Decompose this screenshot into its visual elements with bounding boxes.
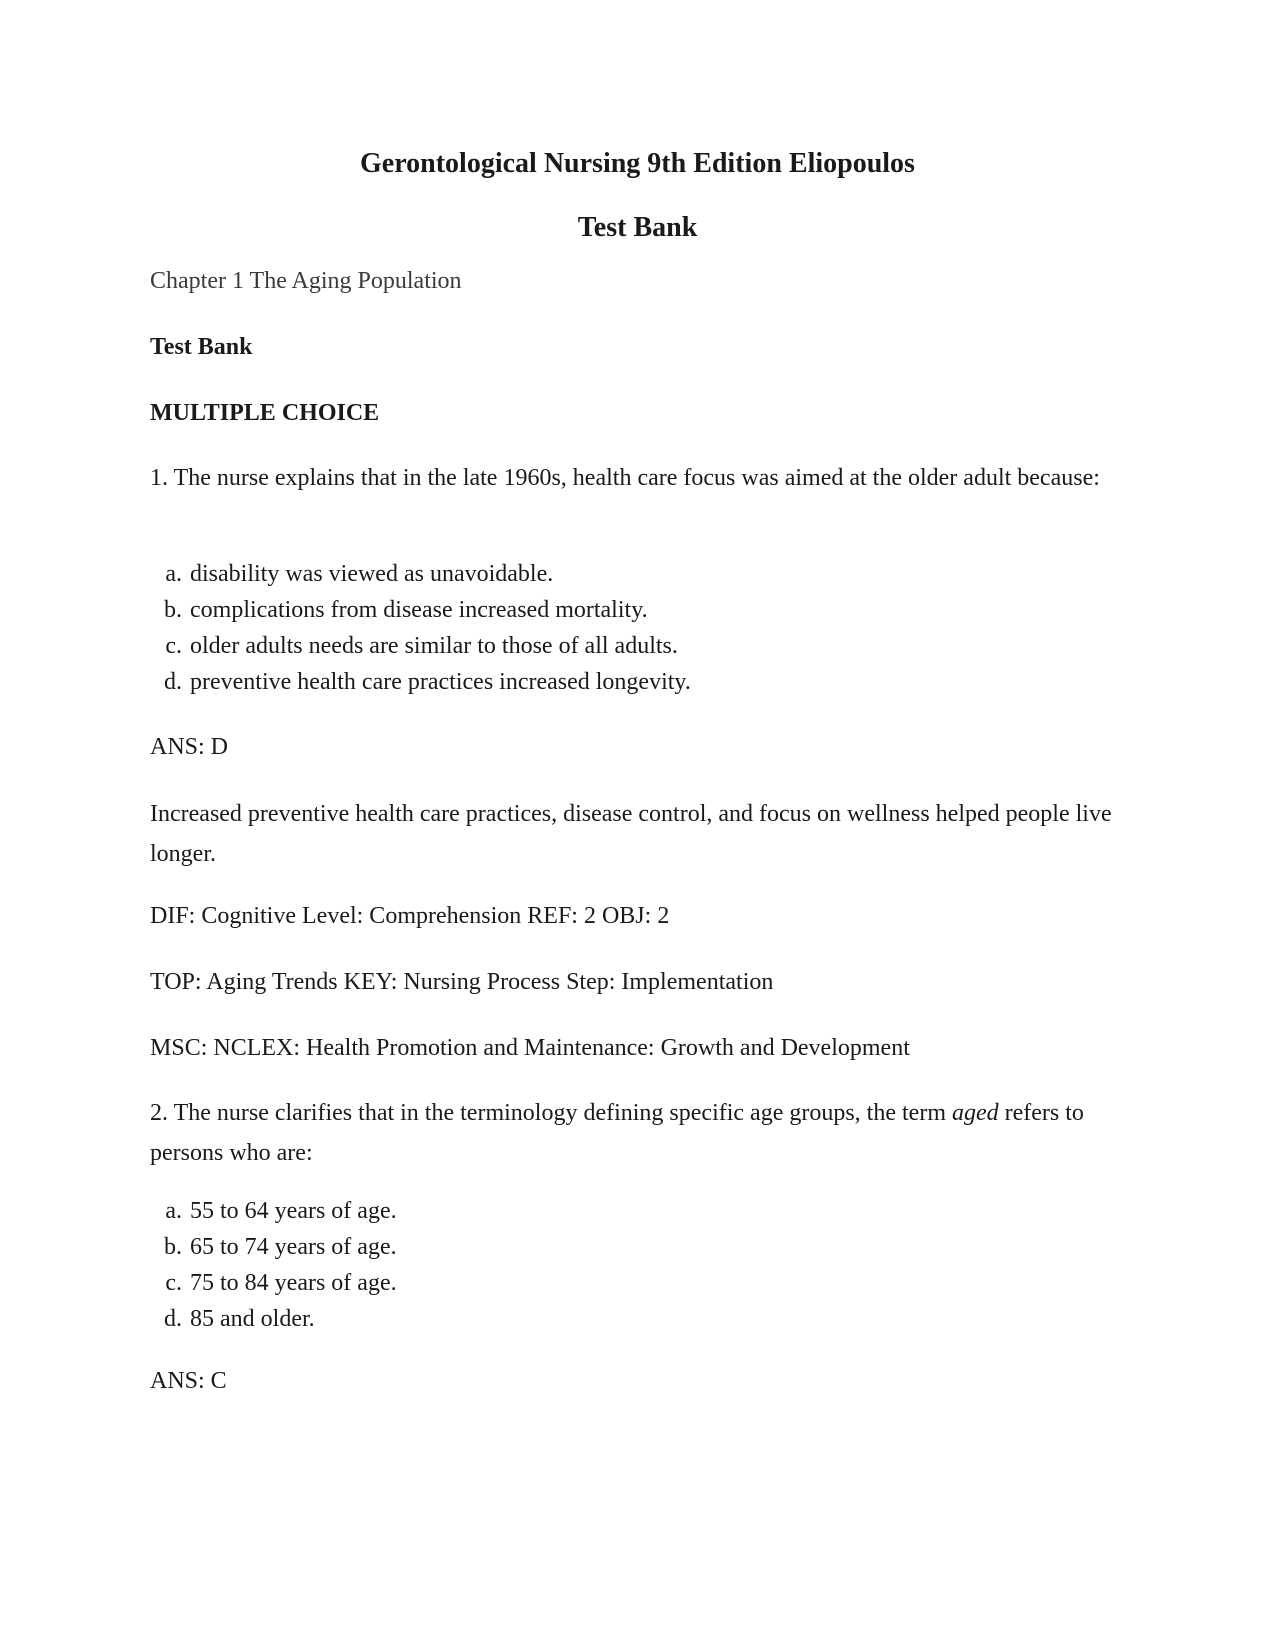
option-item bbox=[150, 556, 691, 592]
option-item bbox=[150, 1265, 397, 1301]
question-1-rationale: Increased preventive health care practices, disease control, and focus on wellness helped people live longer. bbox=[150, 801, 1112, 867]
option-letter: a. bbox=[165, 1198, 182, 1224]
section-label: Test Bank bbox=[150, 334, 253, 360]
option-item bbox=[150, 628, 691, 664]
option-letter: b. bbox=[164, 1234, 182, 1260]
question-2-answer: ANS: C bbox=[150, 1368, 227, 1394]
question-1-stem: 1. The nurse explains that in the late 1960s, health care focus was aimed at the older adult because: bbox=[150, 465, 1100, 491]
option-text: 85 and older. bbox=[190, 1306, 315, 1332]
question-2-stem-end: refers to persons who are: bbox=[150, 1100, 1084, 1166]
option-item bbox=[150, 1229, 397, 1265]
question-1-topic: TOP: Aging Trends KEY: Nursing Process Step: Implementation bbox=[150, 969, 774, 995]
question-2-stem bbox=[150, 1093, 1140, 1173]
option-letter: d. bbox=[164, 669, 182, 695]
option-item bbox=[150, 592, 691, 628]
chapter-heading: Chapter 1 The Aging Population bbox=[150, 268, 462, 294]
option-letter: c. bbox=[165, 633, 182, 659]
question-2-stem-start: 2. The nurse clarifies that in the terminology defining specific age groups, the term bbox=[150, 1100, 952, 1126]
option-item bbox=[150, 1193, 397, 1229]
option-letter: b. bbox=[164, 597, 182, 623]
option-item bbox=[150, 1301, 397, 1337]
question-1-msc: MSC: NCLEX: Health Promotion and Maintenance: Growth and Development bbox=[150, 1035, 910, 1061]
option-text: 55 to 64 years of age. bbox=[190, 1198, 397, 1224]
option-text: older adults needs are similar to those of all adults. bbox=[190, 633, 678, 659]
option-text: 65 to 74 years of age. bbox=[190, 1234, 397, 1260]
option-text: 75 to 84 years of age. bbox=[190, 1270, 397, 1296]
document-subtitle: Test Bank bbox=[577, 212, 698, 243]
option-letter: d. bbox=[164, 1306, 182, 1332]
question-1-difficulty: DIF: Cognitive Level: Comprehension REF: 2 OBJ: 2 bbox=[150, 903, 670, 929]
option-text: complications from disease increased mortality. bbox=[190, 597, 648, 623]
section-type-heading: MULTIPLE CHOICE bbox=[150, 400, 380, 426]
question-1-options bbox=[150, 556, 691, 700]
option-text: preventive health care practices increased longevity. bbox=[190, 669, 691, 695]
option-letter: a. bbox=[165, 561, 182, 587]
option-item bbox=[150, 664, 691, 700]
option-letter: c. bbox=[165, 1270, 182, 1296]
option-text: disability was viewed as unavoidable. bbox=[190, 561, 554, 587]
question-2-options bbox=[150, 1193, 397, 1337]
document-title: Gerontological Nursing 9th Edition Eliopoulos bbox=[360, 148, 915, 179]
question-1-answer: ANS: D bbox=[150, 734, 229, 760]
question-2-stem-term: aged bbox=[951, 1100, 999, 1126]
